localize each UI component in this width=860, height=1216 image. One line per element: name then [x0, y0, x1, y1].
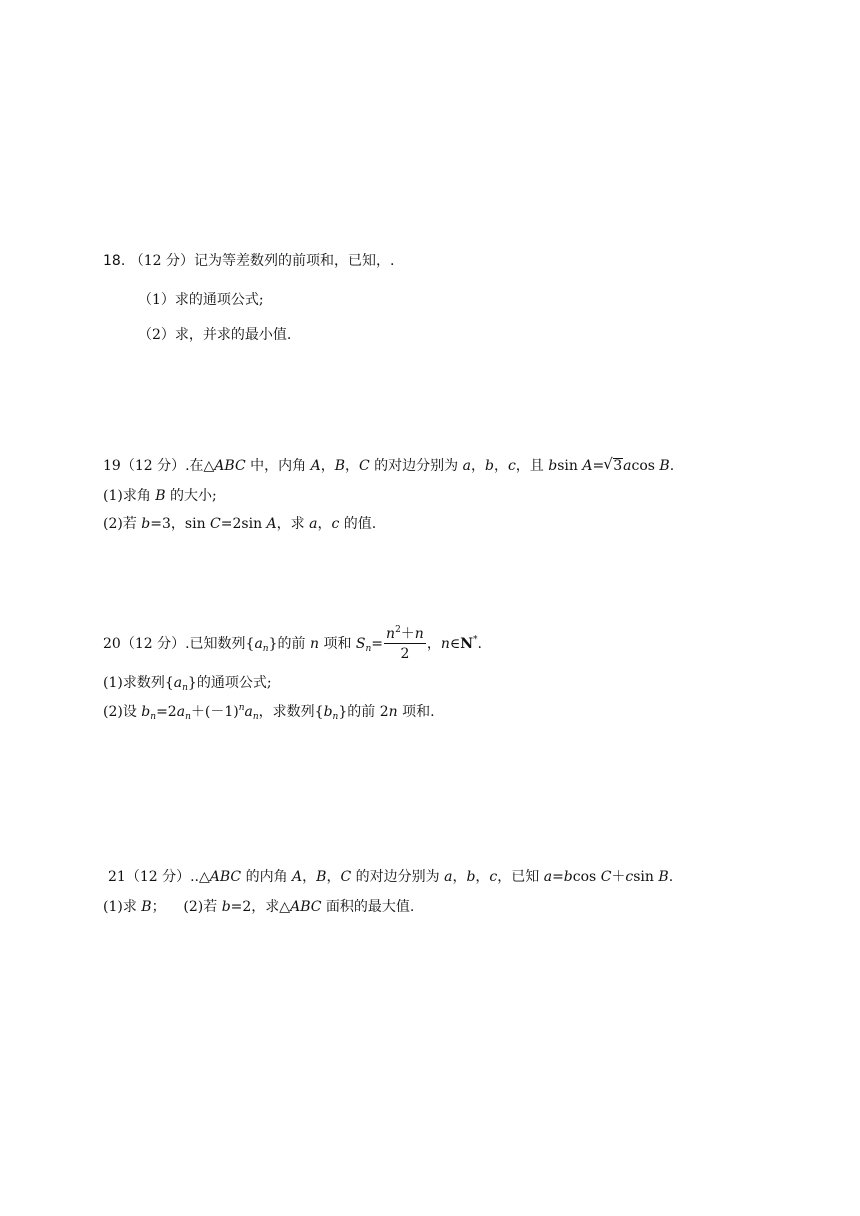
- q18-part2: （2）求，并求的最小值.: [138, 327, 292, 343]
- q18-part1: （1）求的通项公式;: [138, 292, 264, 308]
- q20-part1: (1)求数列$\{a_n\}$的通项公式;: [103, 675, 272, 693]
- q18-number: 18.: [103, 253, 126, 269]
- q20-header: 20（12 分）.已知数列$\{a_n\}$的前 n 项和 $S_n=$ $\frac{n^2+n}{2}$ ，n∈N*.: [103, 624, 482, 662]
- q18-header: [103, 252, 394, 270]
- q19-part1: (1)求角 B 的大小;: [103, 488, 217, 504]
- q21-parts: (1)求 B； (2)若 b=2，求△ABC 面积的最大值.: [103, 899, 415, 915]
- fraction: $\frac{n^2+n}{2}$: [386, 624, 424, 662]
- q19-part2: (2)若 b=3，sin C=2sin A，求 a，c 的值.: [103, 516, 377, 532]
- q19-header: 19（12 分）.在△ABC 中，内角 A，B，C 的对边分别为 a，b，c，且 bsin A=√ 3acos B.: [103, 457, 674, 475]
- q21-header: 21（12 分）..△ABC 的内角 A，B，C 的对边分别为 a，b，c，已知 a=bcos C＋csin B.: [108, 869, 674, 885]
- q18-header-text: （12 分）记为等差数列的前项和，已知，.: [129, 253, 395, 269]
- sqrt-sign: √ 3: [604, 457, 623, 475]
- q20-part2: (2)设 $b_n=2a_n+(-1)^na_n$，求数列$\{b_n\}$的前 2n 项和.: [103, 703, 435, 722]
